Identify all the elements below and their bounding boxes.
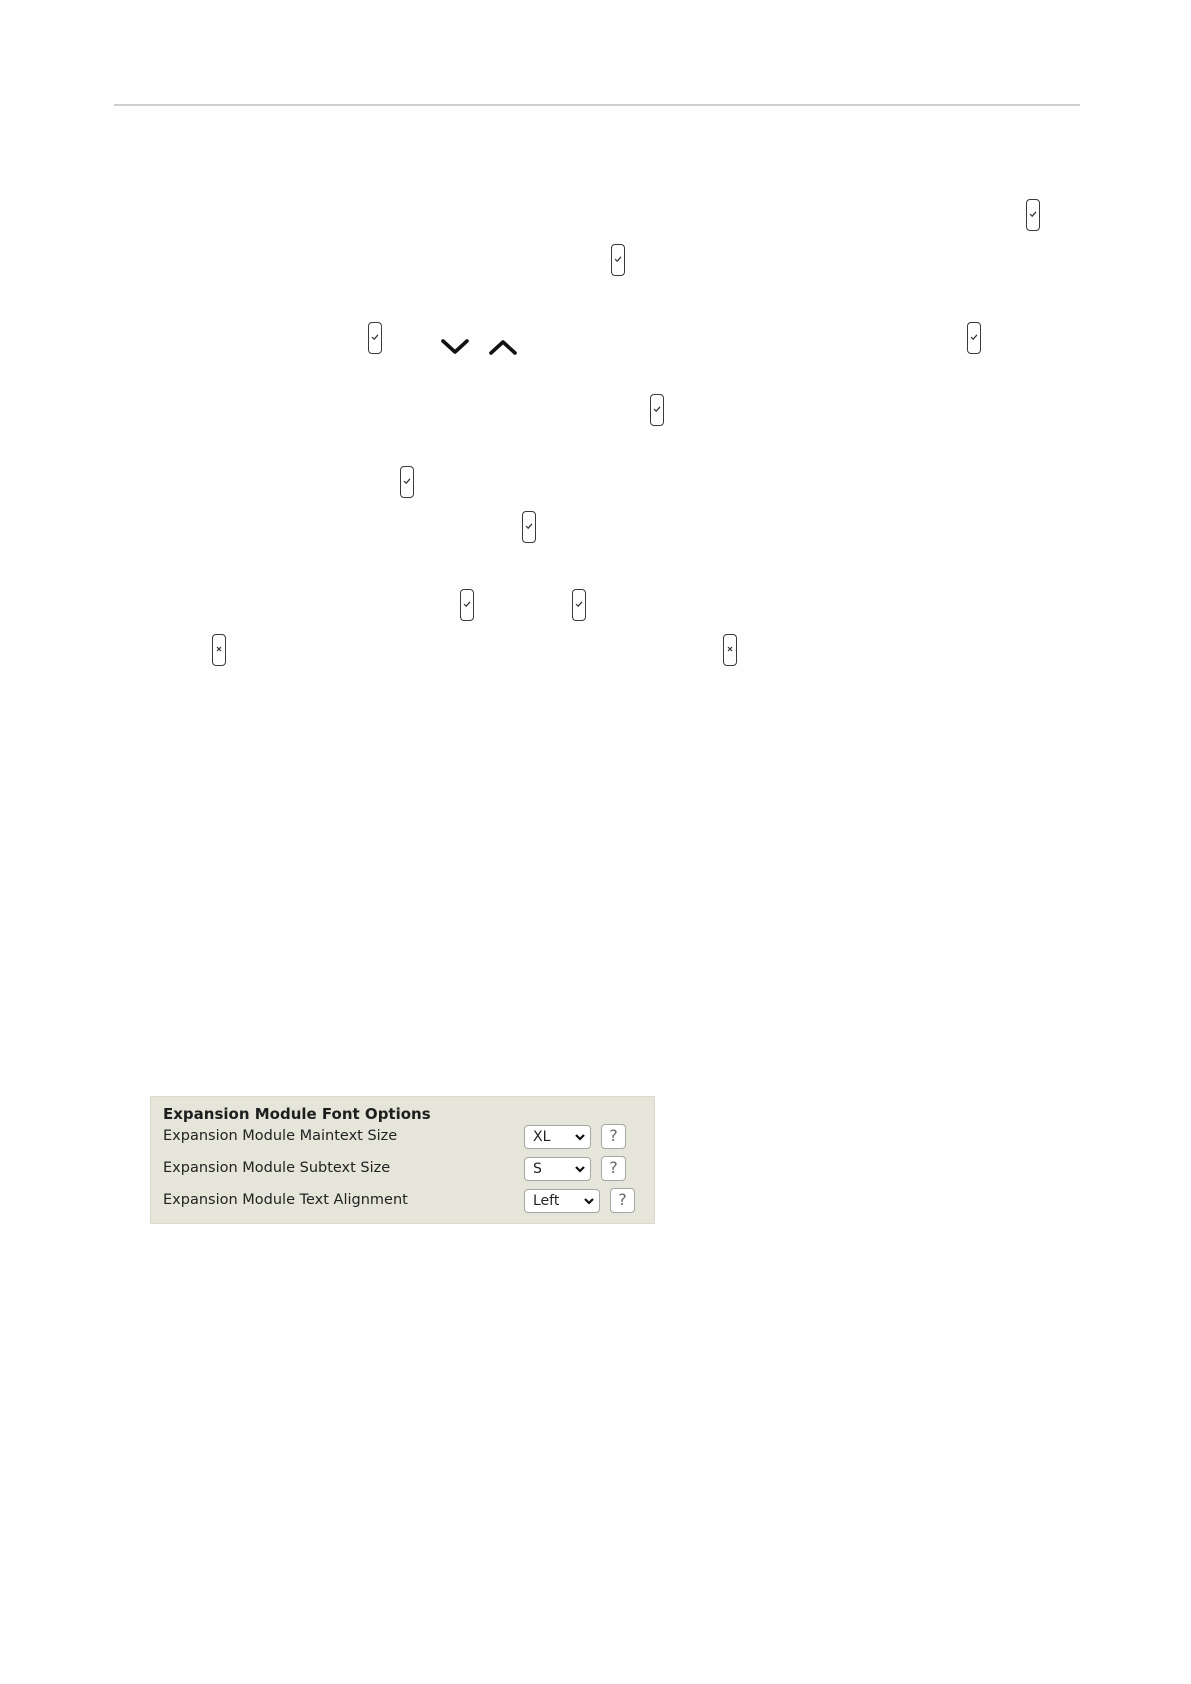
subtext-size-label: Expansion Module Subtext Size [163, 1160, 391, 1176]
maintext-size-help-button[interactable]: ? [601, 1124, 626, 1149]
maintext-size-label: Expansion Module Maintext Size [163, 1128, 398, 1144]
cross-key-icon [723, 634, 737, 666]
chevron-down-icon [583, 1195, 595, 1207]
font-options-panel [150, 1096, 655, 1224]
check-key-icon [967, 322, 981, 354]
cross-key-icon [212, 634, 226, 666]
select-value: S [533, 1161, 542, 1177]
select-value: Left [533, 1193, 560, 1209]
select-value: XL [533, 1129, 551, 1145]
check-key-icon [522, 511, 536, 543]
chevron-up-icon [488, 337, 518, 357]
text-alignment-select[interactable] [524, 1189, 600, 1213]
chevron-down-icon [574, 1163, 586, 1175]
check-key-icon [650, 394, 664, 426]
check-key-icon [400, 466, 414, 498]
check-key-icon [368, 322, 382, 354]
subtext-size-select[interactable] [524, 1157, 591, 1181]
text-alignment-label: Expansion Module Text Alignment [163, 1192, 408, 1208]
check-key-icon [1026, 199, 1040, 231]
chevron-down-icon [574, 1131, 586, 1143]
panel-title: Expansion Module Font Options [163, 1105, 431, 1123]
check-key-icon [460, 589, 474, 621]
check-key-icon [572, 589, 586, 621]
text-alignment-help-button[interactable]: ? [610, 1188, 635, 1213]
subtext-size-help-button[interactable]: ? [601, 1156, 626, 1181]
check-key-icon [611, 244, 625, 276]
maintext-size-select[interactable] [524, 1125, 591, 1149]
header-divider [114, 104, 1080, 106]
chevron-down-icon [440, 337, 470, 357]
